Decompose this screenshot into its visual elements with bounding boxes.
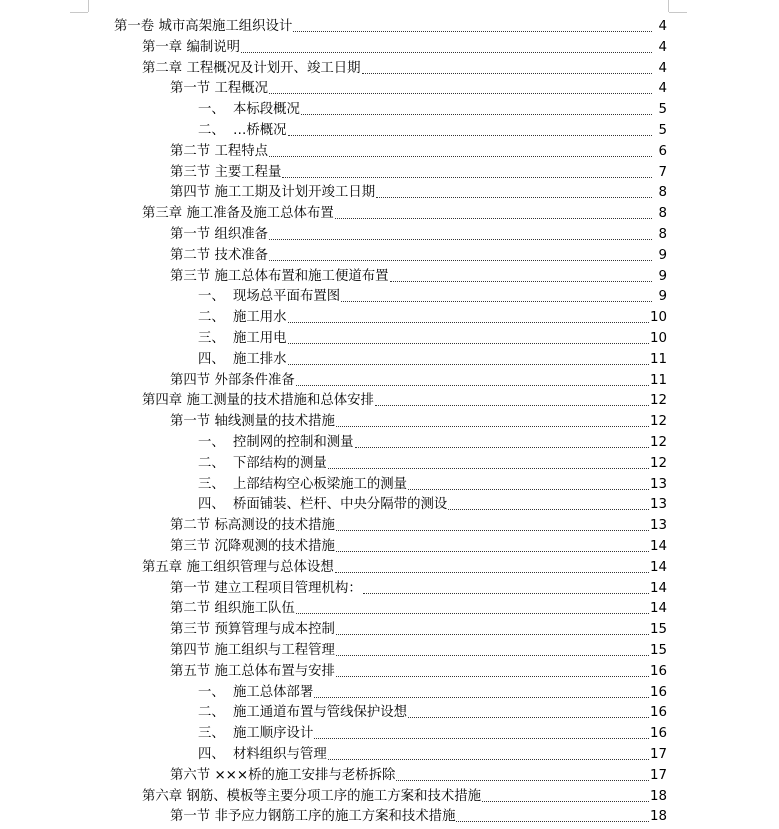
toc-entry-number: 第五节 [170, 663, 211, 679]
toc-entry-number: 第二节 [170, 518, 211, 534]
toc-dot-leader [288, 364, 649, 365]
toc-entry-number: 第四章 [142, 393, 183, 409]
toc-page-number: 5 [658, 102, 667, 118]
toc-entry-number: 第三节 [170, 164, 211, 180]
toc-page-number: 13 [649, 476, 667, 492]
toc-entry-number: 第二节 [170, 247, 211, 263]
toc-page-number: 12 [649, 435, 667, 450]
toc-entry[interactable] [198, 721, 667, 742]
toc-entry[interactable] [170, 659, 667, 680]
toc-entry-title: 钢筋、模板等主要分项工序的施工方案和技术措施 [186, 788, 482, 804]
toc-entry[interactable] [114, 14, 667, 35]
toc-entry-number: 二、 [198, 705, 225, 721]
toc-page-number: 4 [658, 39, 667, 55]
toc-entry[interactable] [198, 492, 667, 513]
toc-entry[interactable] [198, 430, 667, 451]
toc-entry-number: 一、 [198, 102, 225, 118]
toc-entry[interactable] [142, 388, 667, 409]
toc-entry-title: 施工用电 [233, 331, 287, 346]
toc-dot-leader [456, 821, 648, 822]
toc-dot-leader [288, 322, 649, 323]
toc-page-number: 9 [658, 289, 667, 305]
toc-page-number: 18 [649, 788, 667, 804]
toc-dot-leader [336, 551, 649, 552]
toc-dot-leader [376, 197, 652, 198]
toc-page-number: 17 [649, 767, 667, 783]
toc-entry[interactable] [198, 680, 667, 701]
page-corner-mark-left-h [70, 12, 88, 13]
toc-entry[interactable] [170, 139, 667, 160]
toc-entry-title: 主要工程量 [214, 164, 282, 180]
page-corner-mark-right-h [669, 12, 687, 13]
toc-entry-number: 四、 [198, 497, 225, 513]
toc-dot-leader [482, 801, 649, 802]
toc-entry[interactable] [142, 555, 667, 576]
toc-entry-number: 三、 [198, 476, 225, 492]
toc-entry-title: 城市高架施工组织设计 [158, 19, 293, 34]
toc-page-number: 14 [649, 539, 667, 554]
toc-dot-leader [301, 114, 652, 115]
toc-page-number: 18 [649, 809, 667, 825]
toc-page-number: 10 [649, 310, 667, 326]
toc-dot-leader [296, 613, 649, 614]
toc-entry[interactable] [142, 56, 667, 77]
toc-page-number: 4 [658, 19, 667, 34]
toc-dot-leader [336, 676, 649, 677]
toc-dot-leader [336, 634, 649, 635]
toc-page-number: 11 [649, 351, 667, 367]
toc-entry-title: 施工总体布置与安排 [214, 663, 335, 679]
toc-entry[interactable] [170, 513, 667, 534]
toc-entry[interactable] [170, 638, 667, 659]
toc-page-number: 9 [658, 247, 667, 263]
toc-page-number: 12 [649, 393, 667, 409]
toc-dot-leader [396, 780, 649, 781]
toc-page-number: 8 [658, 227, 667, 242]
toc-dot-leader [269, 156, 652, 157]
toc-entry[interactable] [170, 222, 667, 243]
toc-entry-number: 四、 [198, 351, 225, 367]
toc-entry-number: 第二章 [142, 60, 183, 76]
toc-dot-leader [336, 426, 649, 427]
toc-page-number: 16 [649, 726, 667, 742]
toc-entry-number: 第四节 [170, 185, 211, 201]
toc-dot-leader [269, 260, 652, 261]
toc-dot-leader [288, 135, 652, 136]
toc-entry-title: ×××桥的施工安排与老桥拆除 [214, 767, 396, 783]
toc-page-number: 8 [658, 206, 667, 222]
toc-dot-leader [269, 239, 652, 240]
toc-dot-leader [328, 468, 649, 469]
toc-entry[interactable] [198, 347, 667, 368]
toc-entry-title: 施工工期及计划开竣工日期 [214, 185, 376, 201]
toc-page-number: 14 [649, 601, 667, 617]
toc-entry[interactable] [170, 763, 667, 784]
toc-entry-number: 第三节 [170, 622, 211, 638]
toc-dot-leader [296, 385, 649, 386]
toc-entry-number: 第六节 [170, 767, 211, 783]
toc-entry-title: 轴线测量的技术措施 [214, 414, 335, 430]
toc-page-number: 13 [649, 518, 667, 534]
toc-entry-title: …桥概况 [233, 123, 287, 138]
toc-entry-title: 沉降观测的技术措施 [214, 539, 335, 554]
toc-entry[interactable] [198, 700, 667, 721]
toc-page-number: 15 [649, 622, 667, 638]
toc-entry-title: 现场总平面布置图 [233, 289, 341, 305]
toc-entry-number: 第一节 [170, 81, 211, 97]
toc-dot-leader [448, 509, 649, 510]
toc-entry[interactable] [170, 596, 667, 617]
toc-entry[interactable] [198, 472, 667, 493]
toc-dot-leader [335, 572, 649, 573]
toc-page-number: 16 [649, 684, 667, 700]
toc-dot-leader [362, 73, 652, 74]
toc-entry-title: 施工排水 [233, 351, 287, 367]
toc-page-number: 14 [649, 580, 667, 596]
toc-entry-title: 技术准备 [214, 247, 268, 263]
toc-entry[interactable] [198, 118, 667, 139]
toc-dot-leader [408, 717, 649, 718]
toc-entry-title: 预算管理与成本控制 [214, 622, 335, 638]
toc-entry-title: 施工组织管理与总体设想 [186, 559, 334, 575]
toc-entry-title: 施工测量的技术措施和总体安排 [186, 393, 374, 409]
toc-page-number: 6 [658, 143, 667, 159]
toc-page-number: 17 [649, 747, 667, 762]
toc-entry-number: 第四节 [170, 643, 211, 658]
toc-entry-title: 外部条件准备 [214, 372, 295, 388]
toc-entry-number: 第四节 [170, 372, 211, 388]
toc-entry-title: 施工总体部署 [233, 684, 314, 700]
toc-entry[interactable] [142, 201, 667, 222]
toc-entry-title: 控制网的控制和测量 [233, 435, 354, 450]
toc-dot-leader [390, 281, 652, 282]
toc-entry-number: 第五章 [142, 559, 183, 575]
toc-entry-number: 二、 [198, 310, 225, 326]
toc-entry-title: 工程概况 [214, 81, 268, 97]
page-corner-mark-right [668, 0, 669, 12]
toc-page-number: 16 [649, 663, 667, 679]
toc-entry-title: 材料组织与管理 [233, 747, 327, 762]
toc-page-number: 8 [658, 185, 667, 201]
toc-entry[interactable] [170, 160, 667, 181]
toc-dot-leader [355, 447, 649, 448]
toc-dot-leader [341, 301, 652, 302]
toc-dot-leader [336, 530, 649, 531]
toc-entry[interactable] [170, 76, 667, 97]
toc-page-number: 15 [649, 643, 667, 658]
toc-entry-number: 第一章 [142, 39, 183, 55]
toc-entry[interactable] [170, 243, 667, 264]
toc-entry[interactable] [198, 742, 667, 763]
toc-entry-number: 第六章 [142, 788, 183, 804]
toc-dot-leader [408, 489, 649, 490]
toc-entry-title: 施工总体布置和施工便道布置 [214, 268, 389, 284]
toc-dot-leader [375, 405, 649, 406]
toc-entry-number: 第三章 [142, 206, 183, 222]
toc-dot-leader [336, 655, 649, 656]
toc-entry[interactable] [198, 97, 667, 118]
toc-page-number: 12 [649, 414, 667, 430]
toc-entry-number: 第一卷 [114, 19, 155, 34]
toc-entry-title: 工程概况及计划开、竣工日期 [186, 60, 361, 76]
toc-entry-number: 第三节 [170, 539, 211, 554]
toc-entry-title: 标高测设的技术措施 [214, 518, 335, 534]
toc-entry-title: 工程特点 [214, 143, 268, 159]
toc-page-number: 4 [658, 81, 667, 97]
toc-entry-number: 第一节 [170, 414, 211, 430]
toc-page-number: 13 [649, 497, 667, 513]
toc-dot-leader [363, 593, 649, 594]
toc-dot-leader [241, 52, 652, 53]
toc-entry-number: 第一节 [170, 809, 211, 825]
toc-entry-title: 组织施工队伍 [214, 601, 295, 617]
toc-dot-leader [314, 697, 649, 698]
toc-entry-title: 施工用水 [233, 310, 287, 326]
page-corner-mark-left [88, 0, 89, 12]
toc-page-number: 5 [658, 123, 667, 138]
toc-entry-title: 建立工程项目管理机构： [214, 580, 362, 596]
toc-entry[interactable] [170, 368, 667, 389]
toc-entry[interactable] [170, 617, 667, 638]
toc-entry-number: 四、 [198, 747, 225, 762]
toc-page-number: 4 [658, 60, 667, 76]
toc-entry-title: 下部结构的测量 [233, 455, 327, 471]
toc-dot-leader [282, 177, 652, 178]
toc-entry-title: 组织准备 [214, 227, 268, 242]
toc-entry[interactable] [170, 180, 667, 201]
toc-page-number: 16 [649, 705, 667, 721]
toc-entry[interactable] [198, 284, 667, 305]
toc-entry-number: 第一节 [170, 580, 211, 596]
toc-entry[interactable] [170, 409, 667, 430]
toc-entry[interactable] [170, 804, 667, 825]
toc-entry-title: 本标段概况 [233, 102, 300, 118]
toc-page-number: 12 [649, 455, 667, 471]
toc-entry-title: 施工组织与工程管理 [214, 643, 335, 658]
toc-entry-number: 一、 [198, 435, 225, 450]
toc-dot-leader [335, 218, 652, 219]
toc-dot-leader [288, 343, 649, 344]
toc-entry[interactable] [142, 35, 667, 56]
toc-entry-title: 施工通道布置与管线保护设想 [233, 705, 408, 721]
toc-entry-title: 施工准备及施工总体布置 [186, 206, 334, 222]
toc-entry-number: 二、 [198, 123, 225, 138]
toc-entry-title: 施工顺序设计 [233, 726, 314, 742]
toc-entry[interactable] [170, 576, 667, 597]
toc-entry[interactable] [198, 326, 667, 347]
toc-entry[interactable] [170, 534, 667, 555]
toc-entry[interactable] [198, 451, 667, 472]
toc-page-number: 9 [658, 268, 667, 284]
toc-entry-number: 二、 [198, 455, 225, 471]
toc-entry-number: 一、 [198, 684, 225, 700]
toc-page-number: 14 [649, 559, 667, 575]
toc-entry[interactable] [170, 264, 667, 285]
toc-entry-number: 三、 [198, 331, 225, 346]
toc-dot-leader [293, 31, 652, 32]
toc-entry-number: 第二节 [170, 143, 211, 159]
toc-entry-title: 非予应力钢筋工序的施工方案和技术措施 [214, 809, 456, 825]
toc-dot-leader [269, 93, 652, 94]
toc-entry[interactable] [198, 305, 667, 326]
toc-page-number: 10 [649, 331, 667, 346]
toc-entry-title: 上部结构空心板梁施工的测量 [233, 476, 408, 492]
toc-entry-number: 第三节 [170, 268, 211, 284]
toc-entry-number: 第一节 [170, 227, 211, 242]
toc-dot-leader [314, 738, 649, 739]
toc-entry-number: 三、 [198, 726, 225, 742]
toc-entry-number: 第二节 [170, 601, 211, 617]
toc-page-number: 7 [658, 164, 667, 180]
toc-dot-leader [328, 759, 649, 760]
toc-entry-number: 一、 [198, 289, 225, 305]
toc-entry-title: 桥面铺装、栏杆、中央分隔带的测设 [233, 497, 448, 513]
toc-entry-title: 编制说明 [186, 39, 240, 55]
toc-page-number: 11 [649, 372, 667, 388]
toc-entry[interactable] [142, 784, 667, 805]
